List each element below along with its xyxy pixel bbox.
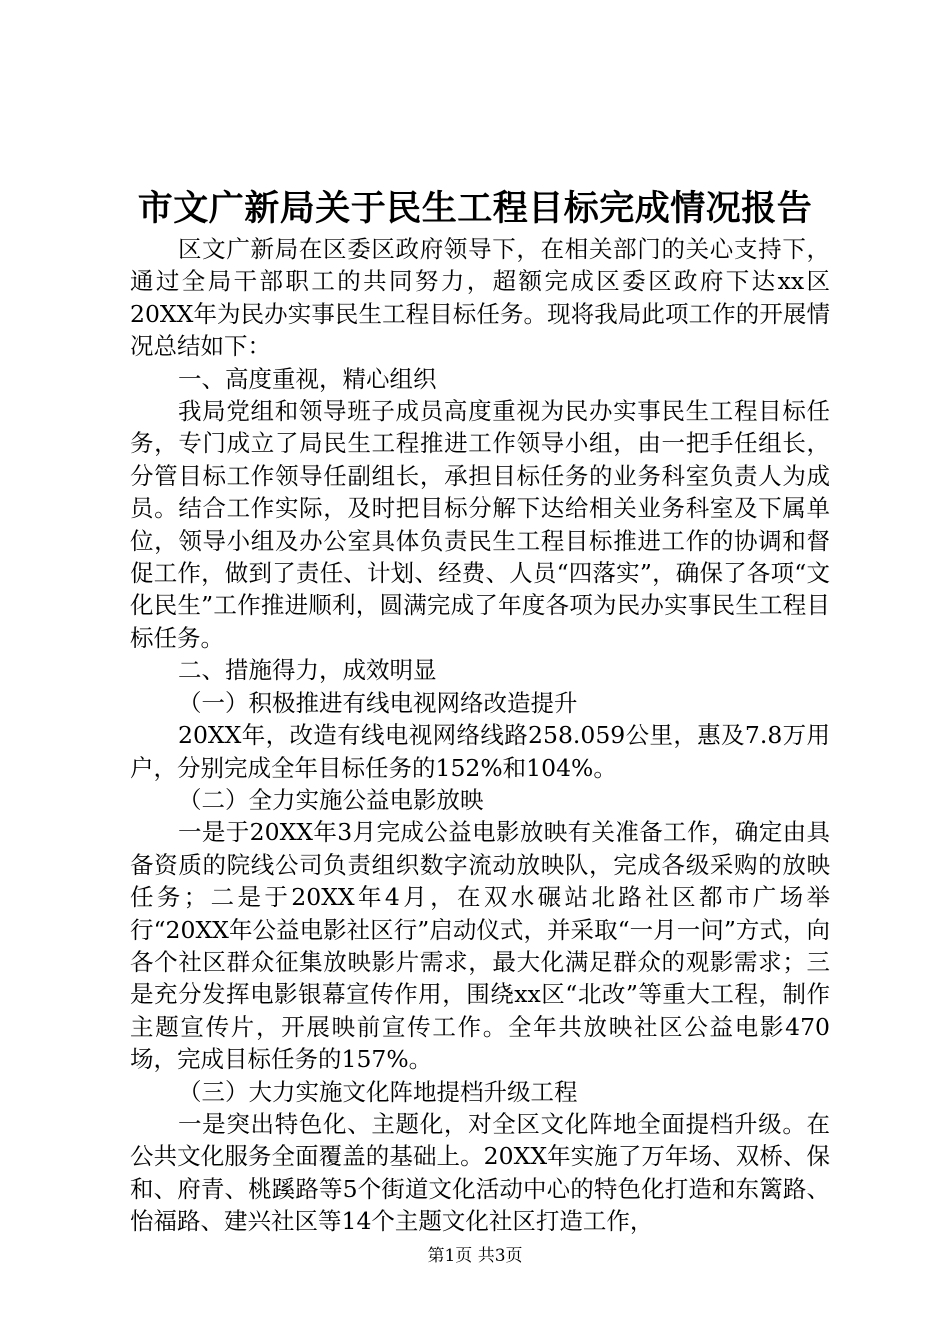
subsection-heading-3: （三）大力实施文化阵地提档升级工程 <box>178 1077 578 1106</box>
subsection-1-paragraph: 20XX年，改造有线电视网络线路258.059公里，惠及7.8万用户，分别完成全年目标任务的152%和104%。 <box>130 721 830 782</box>
subsection-heading-1: （一）积极推进有线电视网络改造提升 <box>178 688 578 717</box>
subsection-2-paragraph: 一是于20XX年3月完成公益电影放映有关准备工作，确定由具备资质的院线公司负责组织数字流动放映队，完成各级采购的放映任务；二是于20XX年4月，在双水碾站北路社区都市广场举行“20XX年公益电影社区行”启动仪式，并采取“一月一问”方式，向各个社区群众征集放映影片需求，最大化满足群众的观影需求；三是充分发挥电影银幕宣传作用，围绕xx区“北改”等重大工程，制作主题宣传片，开展映前宣传工作。全年共放映社区公益电影470场，完成目标任务的157%。 <box>130 818 830 1074</box>
subsection-3-paragraph: 一是突出特色化、主题化，对全区文化阵地全面提档升级。在公共文化服务全面覆盖的基础上。20XX年实施了万年场、双桥、保和、府青、桃蹊路等5个街道文化活动中心的特色化打造和东篱路、怡福路、建兴社区等14个主题文化社区打造工作， <box>130 1109 830 1236</box>
section-heading-1: 一、高度重视，精心组织 <box>178 364 437 393</box>
document-body <box>130 233 830 1238</box>
page-footer: 第1页 共3页 <box>427 1246 523 1266</box>
section-heading-2: 二、措施得力，成效明显 <box>178 656 437 685</box>
document-title: 市文广新局关于民生工程目标完成情况报告 <box>137 188 813 229</box>
section-1-paragraph: 我局党组和领导班子成员高度重视为民办实事民生工程目标任务，专门成立了局民生工程推进工作领导小组，由一把手任组长，分管目标工作领导任副组长，承担目标任务的业务科室负责人为成员。结合工作实际，及时把目标分解下达给相关业务科室及下属单位，领导小组及办公室具体负责民生工程目标推进工作的协调和督促工作，做到了责任、计划、经费、人员“四落实”，确保了各项“文化民生”工作推进顺利，圆满完成了年度各项为民办实事民生工程目标任务。 <box>130 397 830 652</box>
subsection-heading-2: （二）全力实施公益电影放映 <box>178 785 484 814</box>
intro-paragraph: 区文广新局在区委区政府领导下，在相关部门的关心支持下，通过全局干部职工的共同努力，超额完成区委区政府下达xx区20XX年为民办实事民生工程目标任务。现将我局此项工作的开展情况总结如下： <box>130 235 830 361</box>
